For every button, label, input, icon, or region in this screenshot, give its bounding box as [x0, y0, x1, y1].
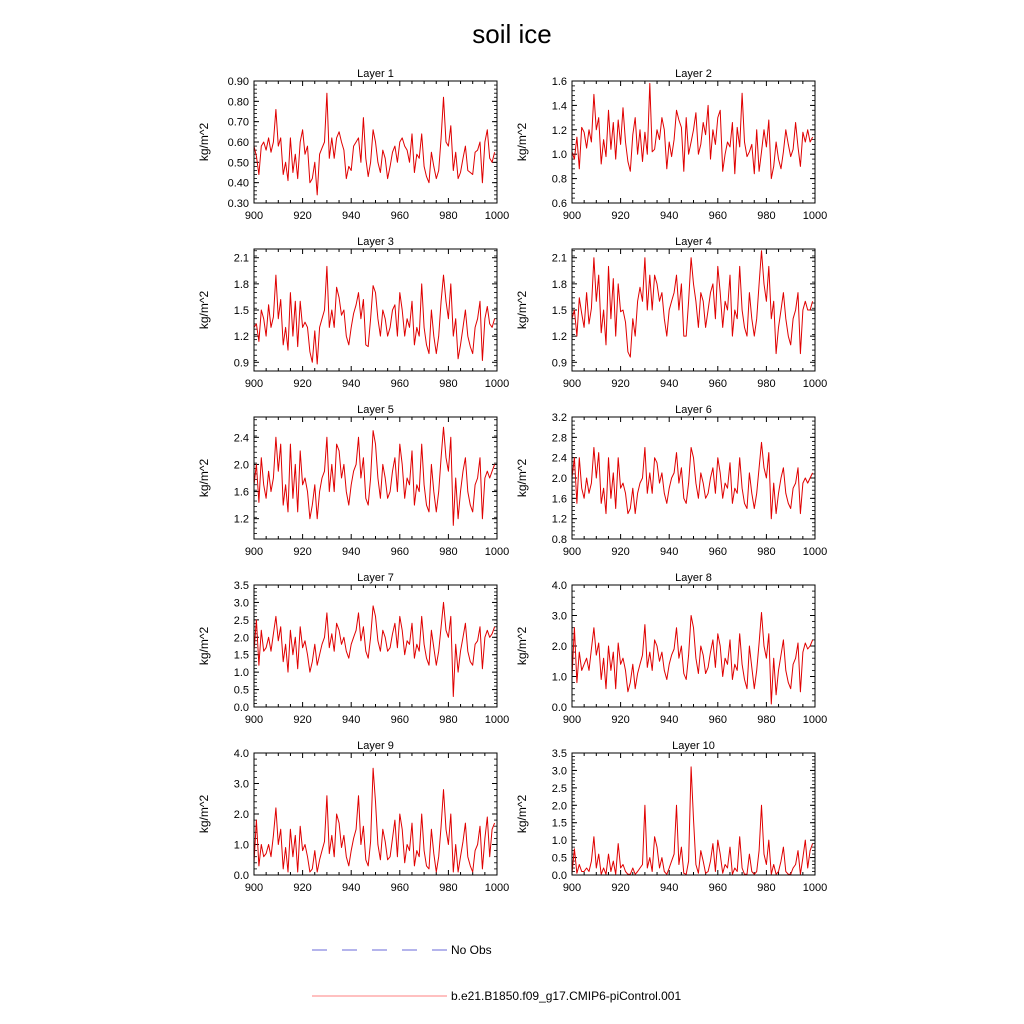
- x-tick-label: 920: [611, 546, 630, 558]
- panel-title: Layer 2: [675, 68, 712, 80]
- y-tick-label: 2.0: [551, 641, 567, 653]
- y-tick-label: 2.0: [233, 632, 249, 645]
- y-tick-label: 4.0: [233, 748, 249, 760]
- x-tick-label: 940: [660, 882, 679, 894]
- y-tick-label: 0.0: [233, 870, 249, 882]
- y-tick-label: 2.8: [551, 432, 567, 445]
- x-tick-label: 940: [660, 714, 679, 726]
- y-axis-label: kg/m^2: [197, 458, 211, 498]
- x-tick-label: 940: [342, 210, 361, 222]
- y-axis-label: kg/m^2: [197, 290, 211, 330]
- x-tick-label: 900: [244, 882, 264, 894]
- x-tick-label: 1000: [802, 882, 828, 894]
- plot-frame: [254, 249, 497, 371]
- x-tick-label: 900: [562, 210, 582, 222]
- x-tick-label: 1000: [484, 210, 510, 222]
- y-tick-label: 0.9: [551, 357, 567, 370]
- x-tick-label: 900: [244, 210, 264, 222]
- panel-title: Layer 1: [357, 68, 394, 80]
- series-line: [572, 442, 813, 518]
- y-tick-label: 2.0: [233, 809, 249, 821]
- y-tick-label: 1.6: [551, 493, 567, 506]
- x-tick-label: 940: [342, 378, 361, 390]
- x-tick-label: 960: [390, 882, 409, 894]
- y-axis-label: kg/m^2: [515, 458, 529, 498]
- y-tick-label: 0.0: [233, 702, 249, 714]
- y-tick-label: 1.5: [233, 305, 249, 317]
- series-line: [254, 266, 495, 364]
- series-line: [254, 768, 495, 872]
- y-tick-label: 1.0: [551, 149, 567, 162]
- panel-title: Layer 6: [675, 404, 712, 416]
- series-line: [572, 767, 813, 874]
- panel-layer-2: [515, 68, 827, 222]
- y-tick-label: 3.0: [551, 610, 567, 623]
- x-tick-label: 980: [439, 210, 458, 222]
- y-tick-label: 1.2: [551, 513, 567, 526]
- y-tick-label: 0.9: [233, 357, 249, 370]
- y-tick-label: 3.2: [551, 412, 567, 424]
- x-tick-label: 1000: [802, 210, 828, 222]
- y-tick-label: 1.6: [551, 76, 567, 88]
- y-tick-label: 1.2: [551, 124, 567, 137]
- y-tick-label: 0.80: [227, 96, 249, 109]
- y-tick-label: 1.2: [233, 331, 249, 344]
- legend-no-obs-label: No Obs: [451, 943, 492, 957]
- figure-title: soil ice: [472, 19, 552, 49]
- x-tick-label: 900: [244, 378, 264, 390]
- y-tick-label: 0.50: [227, 157, 249, 170]
- x-tick-label: 920: [293, 546, 312, 558]
- x-tick-label: 940: [660, 210, 679, 222]
- x-tick-label: 980: [757, 882, 776, 894]
- y-tick-label: 0.8: [551, 534, 567, 546]
- x-tick-label: 920: [611, 210, 630, 222]
- x-tick-label: 1000: [802, 378, 828, 390]
- x-tick-label: 1000: [802, 546, 828, 558]
- plot-frame: [572, 417, 815, 539]
- x-tick-label: 1000: [802, 714, 828, 726]
- y-tick-label: 3.0: [551, 765, 567, 778]
- y-tick-label: 2.4: [233, 432, 249, 445]
- y-axis-label: kg/m^2: [515, 626, 529, 666]
- plot-frame: [254, 585, 497, 707]
- panel-title: Layer 4: [675, 236, 712, 248]
- x-tick-label: 900: [244, 714, 264, 726]
- panel-title: Layer 7: [357, 572, 394, 584]
- y-tick-label: 0.0: [551, 702, 567, 714]
- y-tick-label: 2.0: [551, 800, 567, 813]
- x-tick-label: 900: [562, 882, 582, 894]
- x-tick-label: 1000: [484, 546, 510, 558]
- x-tick-label: 980: [439, 714, 458, 726]
- y-tick-label: 3.5: [551, 748, 567, 760]
- y-tick-label: 1.5: [551, 817, 567, 830]
- series-line: [572, 251, 813, 357]
- x-tick-label: 960: [708, 546, 727, 558]
- y-tick-label: 1.5: [551, 305, 567, 317]
- y-tick-label: 1.0: [551, 835, 567, 848]
- series-line: [254, 93, 495, 195]
- x-tick-label: 920: [611, 882, 630, 894]
- legend: [312, 943, 681, 1003]
- x-tick-label: 960: [708, 714, 727, 726]
- y-axis-label: kg/m^2: [515, 290, 529, 330]
- plot-frame: [254, 417, 497, 539]
- panel-title: Layer 5: [357, 404, 394, 416]
- y-tick-label: 3.0: [233, 597, 249, 610]
- x-tick-label: 1000: [484, 882, 510, 894]
- y-tick-label: 2.1: [551, 252, 567, 265]
- panel-layer-9: [197, 740, 509, 894]
- y-axis-label: kg/m^2: [197, 122, 211, 162]
- y-axis-label: kg/m^2: [197, 794, 211, 834]
- y-tick-label: 2.0: [233, 459, 249, 472]
- panel-layer-10: [515, 740, 827, 894]
- y-tick-label: 4.0: [551, 580, 567, 592]
- y-tick-label: 2.1: [233, 252, 249, 265]
- y-tick-label: 3.5: [233, 580, 249, 592]
- y-tick-label: 1.4: [551, 100, 567, 113]
- y-tick-label: 0.0: [551, 870, 567, 882]
- series-line: [254, 427, 495, 525]
- y-tick-label: 1.2: [233, 513, 249, 526]
- y-tick-label: 0.30: [227, 198, 249, 210]
- legend-model-label: b.e21.B1850.f09_g17.CMIP6-piControl.001: [451, 989, 682, 1003]
- y-tick-label: 0.40: [227, 177, 249, 190]
- y-tick-label: 0.60: [227, 137, 249, 149]
- x-tick-label: 920: [293, 714, 312, 726]
- x-tick-label: 940: [342, 546, 361, 558]
- x-tick-label: 900: [562, 546, 582, 558]
- y-tick-label: 1.2: [551, 331, 567, 344]
- x-tick-label: 960: [390, 378, 409, 390]
- y-tick-label: 2.5: [551, 782, 567, 795]
- y-tick-label: 1.0: [233, 839, 249, 852]
- series-line: [254, 602, 495, 696]
- y-tick-label: 2.4: [551, 452, 567, 465]
- panel-layer-1: [197, 68, 509, 222]
- x-tick-label: 1000: [484, 378, 510, 390]
- y-tick-label: 1.8: [551, 278, 567, 291]
- x-tick-label: 980: [439, 378, 458, 390]
- x-tick-label: 980: [757, 210, 776, 222]
- x-tick-label: 920: [293, 378, 312, 390]
- y-tick-label: 3.0: [233, 778, 249, 791]
- x-tick-label: 980: [439, 882, 458, 894]
- y-tick-label: 0.5: [233, 684, 249, 697]
- panel-layer-6: [515, 404, 827, 558]
- y-tick-label: 0.90: [227, 76, 249, 88]
- panel-layer-3: [197, 236, 509, 390]
- y-tick-label: 1.0: [233, 667, 249, 680]
- x-tick-label: 920: [611, 378, 630, 390]
- x-tick-label: 980: [757, 714, 776, 726]
- x-tick-label: 920: [611, 714, 630, 726]
- x-tick-label: 940: [660, 378, 679, 390]
- y-tick-label: 0.6: [551, 198, 567, 210]
- y-axis-label: kg/m^2: [197, 626, 211, 666]
- x-tick-label: 920: [293, 210, 312, 222]
- panel-grid: [197, 68, 827, 894]
- y-axis-label: kg/m^2: [515, 794, 529, 834]
- x-tick-label: 960: [708, 210, 727, 222]
- panel-layer-7: [197, 572, 509, 726]
- x-tick-label: 900: [562, 378, 582, 390]
- y-tick-label: 0.70: [227, 116, 249, 129]
- y-tick-label: 0.5: [551, 852, 567, 865]
- series-line: [572, 613, 813, 705]
- x-tick-label: 900: [562, 714, 582, 726]
- x-tick-label: 980: [757, 378, 776, 390]
- panel-title: Layer 8: [675, 572, 712, 584]
- x-tick-label: 960: [390, 546, 409, 558]
- panel-layer-8: [515, 572, 827, 726]
- y-tick-label: 2.5: [233, 614, 249, 627]
- y-tick-label: 1.6: [233, 486, 249, 499]
- x-tick-label: 960: [390, 714, 409, 726]
- series-line: [572, 83, 813, 178]
- x-tick-label: 980: [439, 546, 458, 558]
- x-tick-label: 900: [244, 546, 264, 558]
- x-tick-label: 940: [660, 546, 679, 558]
- panel-layer-5: [197, 404, 509, 558]
- panel-title: Layer 3: [357, 236, 394, 248]
- panel-title: Layer 9: [357, 740, 394, 752]
- panel-title: Layer 10: [672, 740, 715, 752]
- y-tick-label: 1.0: [551, 671, 567, 684]
- y-tick-label: 0.8: [551, 173, 567, 186]
- plot-frame: [572, 81, 815, 203]
- x-tick-label: 920: [293, 882, 312, 894]
- y-axis-label: kg/m^2: [515, 122, 529, 162]
- y-tick-label: 1.8: [233, 278, 249, 291]
- x-tick-label: 980: [757, 546, 776, 558]
- y-tick-label: 1.5: [233, 649, 249, 662]
- x-tick-label: 940: [342, 714, 361, 726]
- x-tick-label: 960: [708, 882, 727, 894]
- panel-layer-4: [515, 236, 827, 390]
- x-tick-label: 960: [708, 378, 727, 390]
- x-tick-label: 940: [342, 882, 361, 894]
- y-tick-label: 2.0: [551, 473, 567, 485]
- x-tick-label: 1000: [484, 714, 510, 726]
- x-tick-label: 960: [390, 210, 409, 222]
